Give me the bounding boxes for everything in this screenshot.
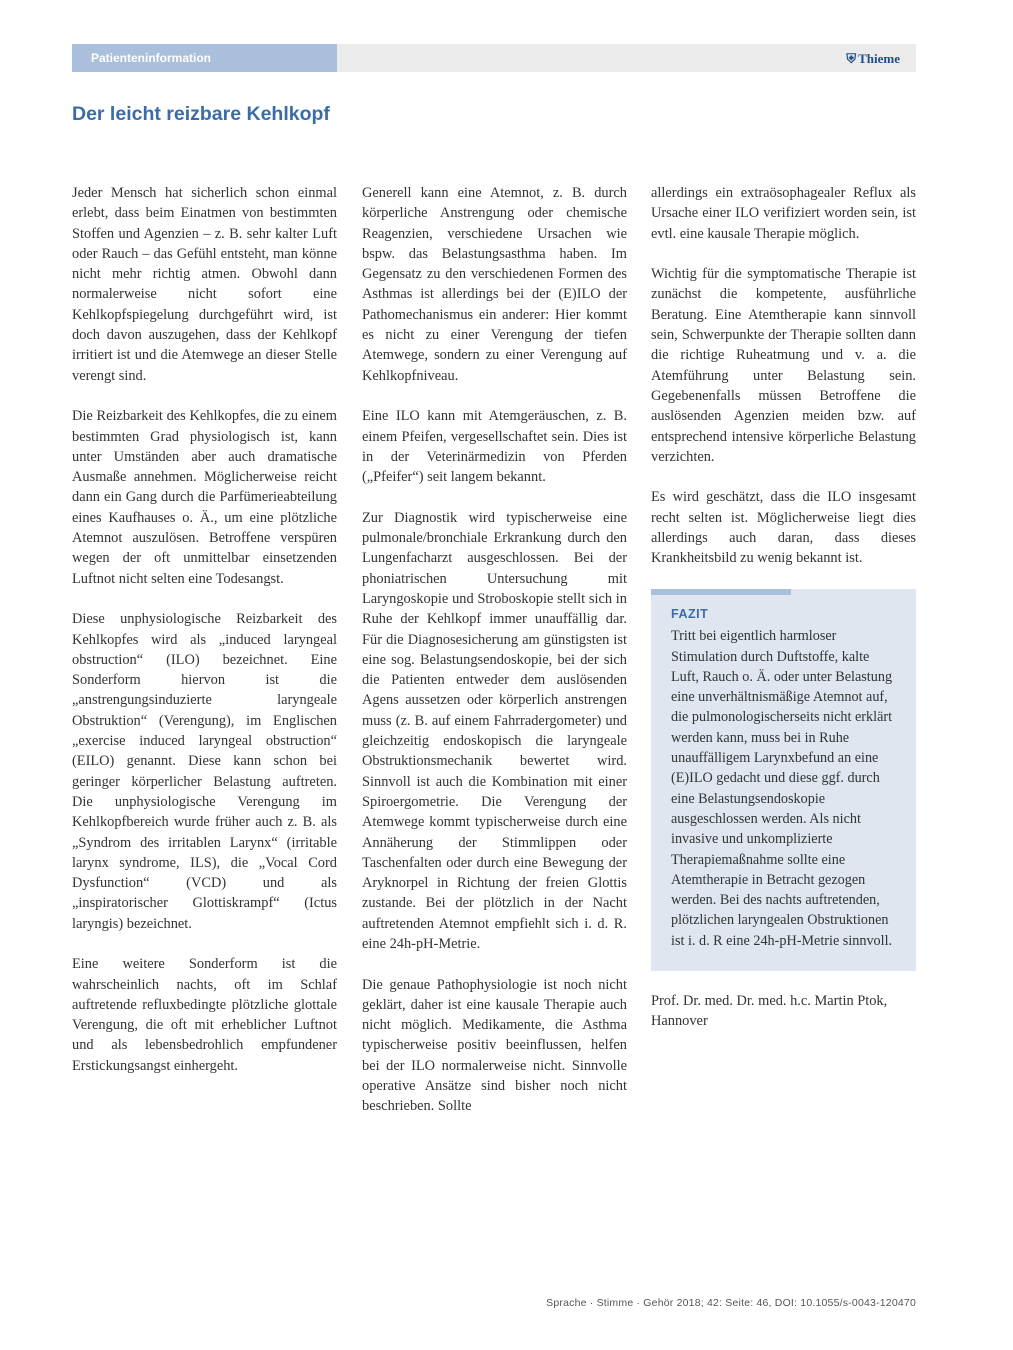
section-label: Patienteninformation [72,44,337,72]
article-title: Der leicht reizbare Kehlkopf [72,103,330,125]
thieme-shield-icon: ⛨ [846,51,857,66]
paragraph: Generell kann eine Atemnot, z. B. durch körperliche Anstrengung oder chemische Reagenzien, verschiedene Ursachen wie bspw. das Belastungsasthma haben. Im Gegensatz zu den verschiedenen Formen des Asthmas ist allerdings bei der (E)ILO der Pathomechanismus ein anderer: Hier kommt es nicht zu einer Verengung der tiefen Atemwege, sondern zu einer Verengung auf Kehlkopfniveau. [362,185,627,384]
fazit-box [651,589,916,971]
publisher-brand [846,44,900,72]
author-city: Hannover [651,1013,708,1030]
brand-name: Thieme [858,51,900,66]
text-column-1 [72,183,337,1096]
author-name: Prof. Dr. med. Dr. med. h.c. Martin Ptok, [651,992,888,1009]
paragraph: Zur Diagnostik wird typischerweise eine pulmonale/bronchiale Erkrankung durch den Lungenfacharzt ausgeschlossen. Bei der phoniatrischen Untersuchung mit Laryngoskopie und Stroboskopie stellt sich in Ruhe der Kehlkopf immer unauffällig dar. Für die Diagnosesicherung am günstigsten ist eine sog. Belastungsendoskopie, bei der sich die Patienten entweder dem auslösenden Agens aussetzen oder körperlich anstrengen muss (z. B. auf einem Fahrradergometer) und gleichzeitig endoskopisch die laryngeale Obstruktionsmechanik bewertet wird. Sinnvoll ist auch die Kombination mit einer Spiroergometrie. Die Verengung der Atemwege kommt typischerweise durch eine Annäherung der Stimmlippen oder Taschenfalten oder durch eine Bewegung der Aryknorpel in Richtung der freien Glottis zustande. Bei der plötzlich in der Nacht auftretenden Atemnot empfiehlt sich i. d. R. eine 24h-pH-Metrie. [362,509,627,952]
author-info [651,991,916,1032]
paragraph: Eine ILO kann mit Atemgeräuschen, z. B. einem Pfeifen, vergesellschaftet sein. Dies ist in der Veterinärmedizin von Pferden („Pfeifer“) seit langem bekannt. [362,408,627,486]
paragraph: Es wird geschätzt, dass die ILO insgesamt recht selten ist. Möglicherweise liegt dies allerdings auch daran, dass dieses Krankheitsbild zu wenig bekannt ist. [651,489,916,567]
header-bar [72,44,916,72]
paragraph: allerdings ein extraösophagealer Reflux als Ursache einer ILO verifiziert worden sein, ist evtl. eine kausale Therapie möglich. [651,185,916,242]
fazit-text: Tritt bei eigentlich harmloser Stimulation durch Duftstoffe, kalte Luft, Rauch o. Ä. oder unter Belastung eine unverhältnismäßige Atemnot auf, die pulmonologischerseits nicht erklärt werden kann, muss bei in Ruhe unauffälligem Larynxbefund an eine (E)ILO gedacht und diese ggf. durch eine Belastungsendoskopie ausgeschlossen werden. Als nicht invasive und unkomplizierte Therapiemaßnahme sollte eine Atemtherapie in Betracht gezogen werden. Bei des nachts auftretenden, plötzlichen laryngealen Obstruktionen ist i. d. R eine 24h-pH-Metrie sinnvoll. [671,628,893,949]
paragraph: Die genaue Pathophysiologie ist noch nicht geklärt, daher ist eine kausale Therapie auch nicht möglich. Medikamente, die Asthma typischerweise positiv beeinflussen, helfen bei der ILO normalerweise nicht. Sinnvolle operative Ansätze sind bisher noch nicht beschrieben. Sollte [362,976,627,1115]
paragraph: Jeder Mensch hat sicherlich schon einmal erlebt, dass beim Einatmen von bestimmten Stoffen und Agenzien – z. B. sehr kalter Luft oder Rauch – das Gefühl entsteht, man könne nicht mehr richtig atmen. Obwohl dann normalerweise nicht sofort eine Kehlkopfspiegelung durchgeführt wird, ist doch davon auszugehen, dass der Kehlkopf irritiert ist und die Atemwege an dieser Stelle verengt sind. [72,185,337,384]
paragraph: Diese unphysiologische Reizbarkeit des Kehlkopfes wird als „induced laryngeal obstruction“ (ILO) bezeichnet. Eine Sonderform hiervon ist die „anstrengungsinduzierte laryngeale Obstruktion“ (Verengung), im Englischen „exercise induced laryngeal obstruction“ (EILO) genannt. Diese kann schon bei geringer körperlicher Belastung auftreten. Die unphysiologische Verengung im Kehlkopfbereich wurde früher auch z. B. als „Syndrom des irritablen Larynx“ (irritable larynx syndrome, ILS), die „Vocal Cord Dysfunction“ (VCD) und als „inspiratorischer Glottiskrampf“ (Ictus laryngis) bezeichnet. [72,611,337,932]
fazit-heading: FAZIT [671,606,709,621]
paragraph: Eine weitere Sonderform ist die wahrscheinlich nachts, oft im Schlaf auftretende refluxbedingte plötzliche glottale Verengung, die oft mit erheblicher Luftnot und als lebensbedrohlich empfundener Erstickungsangst einhergeht. [72,956,337,1074]
fazit-accent-bar [651,589,791,595]
text-column-3 [651,183,916,1032]
citation-footer: Sprache · Stimme · Gehör 2018; 42: Seite: 46, DOI: 10.1055/s-0043-120470 [546,1297,916,1309]
text-column-2 [362,183,627,1137]
paragraph: Die Reizbarkeit des Kehlkopfes, die zu einem bestimmten Grad physiologisch ist, kann unter Umständen aber auch dramatische Ausmaße annehmen. Möglicherweise reicht dann ein Gang durch die Parfümerieabteilung eines Kaufhauses o. Ä., um eine plötzliche Atemnot auszulösen. Betroffene verspüren wegen der oft unmittelbar einsetzenden Luftnot nicht selten eine Todesangst. [72,408,337,587]
paragraph: Wichtig für die symptomatische Therapie ist zunächst die kompetente, ausführliche Beratung. Eine Atemtherapie kann sinnvoll sein, Schwerpunkte der Therapie sollten dann die richtige Ruheatmung und v. a. die Atemführung unter Belastung sein. Gegebenenfalls müssen Betroffene die auslösenden Agenzien meiden bzw. auf entsprechend intensive körperliche Belastung verzichten. [651,266,916,465]
